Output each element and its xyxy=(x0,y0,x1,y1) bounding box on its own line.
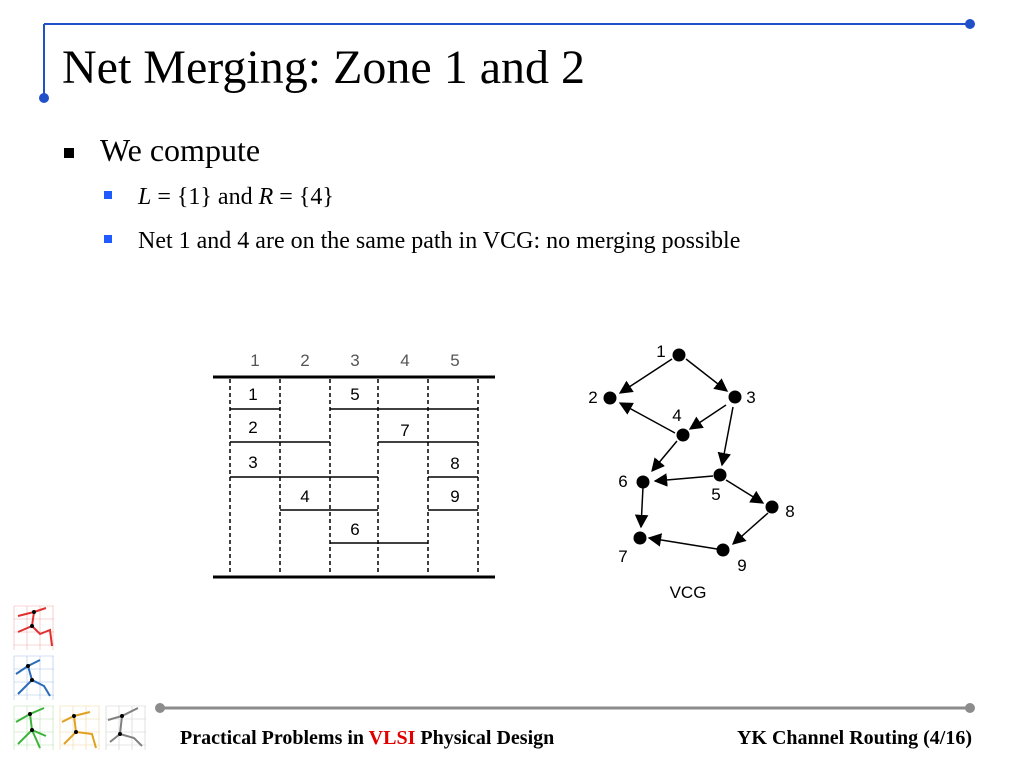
logo-node xyxy=(32,610,36,614)
net-label: 6 xyxy=(350,520,360,539)
net-label: 5 xyxy=(350,385,360,404)
vcg-edge xyxy=(690,405,726,429)
vcg-caption: VCG xyxy=(669,583,707,602)
net-label: 7 xyxy=(400,421,410,440)
bullet-marker xyxy=(64,148,74,158)
vcg-edge xyxy=(620,359,672,393)
vcg-diagram xyxy=(575,335,815,610)
vcg-node xyxy=(766,501,779,514)
footer-course-prefix: Practical Problems in xyxy=(180,727,369,749)
vcg-node xyxy=(673,349,686,362)
vcg-node-label: 2 xyxy=(588,388,598,407)
net-label: 2 xyxy=(248,418,258,437)
vcg-node-label: 7 xyxy=(618,547,628,566)
vcg-node xyxy=(717,544,730,557)
vcg-node xyxy=(677,429,690,442)
sub-bullet-marker xyxy=(104,235,112,243)
course-logo xyxy=(10,604,160,754)
logo-route xyxy=(108,708,142,746)
sub-bullet-marker xyxy=(104,191,112,199)
vcg-edge xyxy=(641,487,643,527)
set-l-symbol: L xyxy=(138,184,152,210)
footer-course-suffix: Physical Design xyxy=(415,727,555,749)
bullet-text: We compute xyxy=(100,132,261,168)
column-label: 3 xyxy=(350,351,360,370)
net-label: 4 xyxy=(300,487,310,506)
logo-node xyxy=(26,664,30,668)
column-label: 4 xyxy=(400,351,410,370)
vcg-node xyxy=(604,392,617,405)
sub-bullet-1 xyxy=(138,182,334,212)
logo-node xyxy=(74,730,78,734)
vcg-edge xyxy=(620,403,675,433)
set-r-value: = {4} xyxy=(273,184,334,210)
net-label: 9 xyxy=(450,487,460,506)
vcg-edge xyxy=(652,441,677,471)
logo-node xyxy=(30,728,34,732)
vcg-edge xyxy=(726,480,763,503)
net-label: 1 xyxy=(248,385,258,404)
logo-route xyxy=(62,712,96,748)
vcg-edge xyxy=(733,513,768,544)
set-l-value: = {1} and xyxy=(151,184,259,210)
page-title: Net Merging: Zone 1 and 2 xyxy=(62,41,586,94)
sub-bullet-2: Net 1 and 4 are on the same path in VCG: no merging possible xyxy=(138,228,741,254)
footer-vlsi: VLSI xyxy=(368,727,416,749)
column-label: 1 xyxy=(250,351,260,370)
logo-node xyxy=(28,712,32,716)
vcg-node-label: 4 xyxy=(672,406,682,425)
logo-node xyxy=(30,624,34,628)
vcg-node xyxy=(729,391,742,404)
vcg-node xyxy=(637,476,650,489)
vcg-node-label: 1 xyxy=(656,342,666,361)
net-label: 8 xyxy=(450,454,460,473)
column-label: 5 xyxy=(450,351,460,370)
footer-slide-number: YK Channel Routing (4/16) xyxy=(736,727,972,749)
logo-node xyxy=(72,714,76,718)
vcg-node-label: 5 xyxy=(711,485,721,504)
vcg-node-label: 9 xyxy=(737,556,747,575)
vcg-node-label: 8 xyxy=(785,502,795,521)
set-r-symbol: R xyxy=(258,184,274,210)
net-label: 3 xyxy=(248,453,258,472)
logo-node xyxy=(118,732,122,736)
vcg-edge xyxy=(722,407,733,465)
logo-node xyxy=(30,678,34,682)
footer-course-title xyxy=(180,726,554,750)
vcg-edge xyxy=(686,359,727,391)
logo-node xyxy=(120,714,124,718)
vcg-node xyxy=(714,469,727,482)
logo-route xyxy=(16,660,50,696)
vcg-node-label: 6 xyxy=(618,472,628,491)
column-label: 2 xyxy=(300,351,310,370)
footer-rule xyxy=(150,700,980,716)
vcg-node-label: 3 xyxy=(746,388,756,407)
vcg-node xyxy=(634,532,647,545)
vcg-edge xyxy=(649,538,717,549)
channel-diagram xyxy=(205,342,505,587)
vcg-edge xyxy=(655,476,713,481)
